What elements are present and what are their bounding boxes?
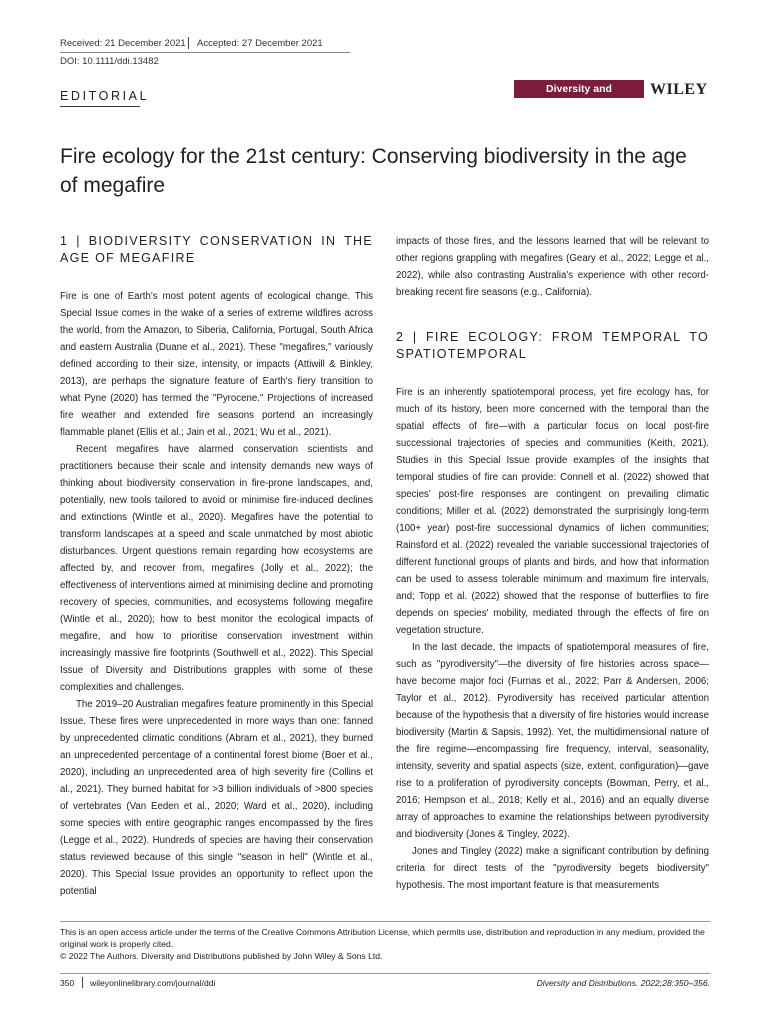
header-separator <box>188 37 189 49</box>
doi-link[interactable]: DOI: 10.1111/ddi.13482 <box>60 56 159 67</box>
citation: Diversity and Distributions. 2022;28:350–356. <box>536 978 710 988</box>
article-type-underline <box>60 106 140 107</box>
page-number: 350 <box>60 978 75 988</box>
section-2-paragraph-2: In the last decade, the impacts of spatiotemporal measures of fire, such as "pyrodiversity"—the diversity of fire histories across space—have become major foci (Furnas et al., 2022; Parr & Andersen, 2006; Taylor et al., 2012). Pyrodiversity has received particular attention because of the hypothesis that a diversity of fire histories would increase biodiversity (Martin & Sapsis, 1992). Yet, the multidimensional nature of the fire regime—encompassing fire frequency, interval, seasonality, intensity, severity and spatial aspects (size, extent, configuration)—gave rise to a proliferation of pyrodiversity concepts (Bowman, Perry, et al., 2016; Hempson et al., 2018; Kelly et al., 2016) and an equally diverse array of approaches to examine the relationships between pyrodiversity and biodiversity (Jones & Tingley, 2022). <box>396 642 709 840</box>
license-note: This is an open access article under the terms of the Creative Commons Attribution License, which permits use, distribution and reproduction in any medium, provided the original work is properly cited. <box>60 927 705 949</box>
footnote-rule <box>60 921 710 922</box>
section-1-heading: 1 | BIODIVERSITY CONSERVATION IN THE AGE OF MEGAFIRE <box>60 234 373 265</box>
received-date: Received: 21 December 2021 <box>60 38 186 49</box>
header-rule <box>60 52 350 53</box>
section-1-continuation: impacts of those fires, and the lessons learned that will be relevant to other regions grappling with megafires (Geary et al., 2022; Legge et al., 2022), while also contrasting Australia's experience with other record-breaking recent fire seasons (e.g., California). <box>396 236 709 298</box>
left-column <box>60 233 373 900</box>
copyright-note: © 2022 The Authors. Diversity and Distributions published by John Wiley & Sons Ltd. <box>60 951 383 961</box>
article-type-label: EDITORIAL <box>60 89 150 103</box>
section-2-paragraph-3: Jones and Tingley (2022) make a significant contribution by defining criteria for direct tests of the "pyrodiversity begets biodiversity" hypothesis. The most important feature is that measurements <box>396 846 709 891</box>
section-2-paragraph-1: Fire is an inherently spatiotemporal process, yet fire ecology has, for much of its history, been more concerned with the temporal than the spatial effects of fire—with a particular focus on local post-fire successional trajectories of species and communities (Keith, 2021). Studies in this Special Issue provide examples of the insights that temporal studies of fire can provide: Connell et al. (2022) showed that species' post-fire responses are contingent on prevailing climatic conditions; Miller et al. (2022) demonstrated the surprisingly long-term (100+ year) post-fire successional dynamics of lichen communities; Rainsford et al. (2022) revealed the variable successional trajectories of different functional groups of plants and birds, and how that information can be used to assess tolerable minimum and maximum fire intervals, and; Topp et al. (2022) showed that the response of butterflies to fire depends on species' mobility, mediated through the effects of fire on vegetation structure. <box>396 387 709 636</box>
footer-rule <box>60 973 710 974</box>
journal-badge: Diversity and Distributions <box>514 80 644 98</box>
section-2-heading: 2 | FIRE ECOLOGY: FROM TEMPORAL TO SPATIOTEMPORAL <box>396 330 709 361</box>
footer-separator <box>82 977 83 988</box>
section-1-paragraph-1: Fire is one of Earth's most potent agents of ecological change. This Special Issue comes in the wake of a series of extreme wildfires across the world, from the Amazon, to Siberia, California, Portugal, South Africa and eastern Australia (Duane et al., 2021). These "megafires," variously defined according to their size, intensity, or impacts (Attiwill & Binkley, 2013), are perhaps the signature feature of Earth's fiery transition to what Pyne (2020) has termed the "Pyrocene." Projections of increased fire weather and extended fire seasons portend an increasingly flammable planet (Ellis et al.; Jain et al., 2021; Wu et al., 2021). <box>60 291 373 438</box>
publisher-logo: WILEY <box>650 81 708 98</box>
footnote <box>60 926 710 962</box>
section-1-paragraph-3: The 2019–20 Australian megafires feature prominently in this Special Issue. These fires were unprecedented in more ways than one: fanned by unprecedented climatic conditions (Abram et al., 2021), they burned an unprecedented percentage of a continental forest biome (Boer et al., 2020), including an unprecedented area of high severity fire (Collins et al., 2021). They burned habitat for >3 billion individuals of >800 species of vertebrates (Van Eeden et al., 2020; Ward et al., 2020), including some species with entire geographic ranges encompassed by the fires (Legge et al., 2022). Hundreds of species are having their conservation status reviewed because of this single "season in hell" (Wintle et al., 2020). This Special Issue provides an opportunity to reflect upon the potential <box>60 699 373 897</box>
journal-url[interactable]: wileyonlinelibrary.com/journal/ddi <box>90 978 216 988</box>
section-1-paragraph-2: Recent megafires have alarmed conservation scientists and practitioners because their scale and intensity demands new ways of thinking about biodiversity conservation in fire-prone landscapes, and, potentially, new tools tailored to avoid or minimise fire-induced declines and extinctions (Wintle et al., 2020). Megafires have the potential to transform landscapes at a speed and scale unmatched by most abiotic disturbances. Urgent questions remain regarding how ecosystems are affected by, and recover from, megafires (Jolly et al., 2022); the effectiveness of interventions aimed at minimising decline and promoting recovery of species, communities, and ecosystems following megafire (Wintle et al., 2020); how to best monitor the ecological impacts of megafire, and how to prioritise conservation investment within increasingly massive fire footprints (Southwell et al., 2022). This Special Issue of Diversity and Distributions grapples with some of these complexities and challenges. <box>60 444 373 693</box>
article-title: Fire ecology for the 21st century: Conserving biodiversity in the age of megafire <box>60 145 687 197</box>
right-column <box>396 233 709 894</box>
accepted-date: Accepted: 27 December 2021 <box>197 38 323 49</box>
